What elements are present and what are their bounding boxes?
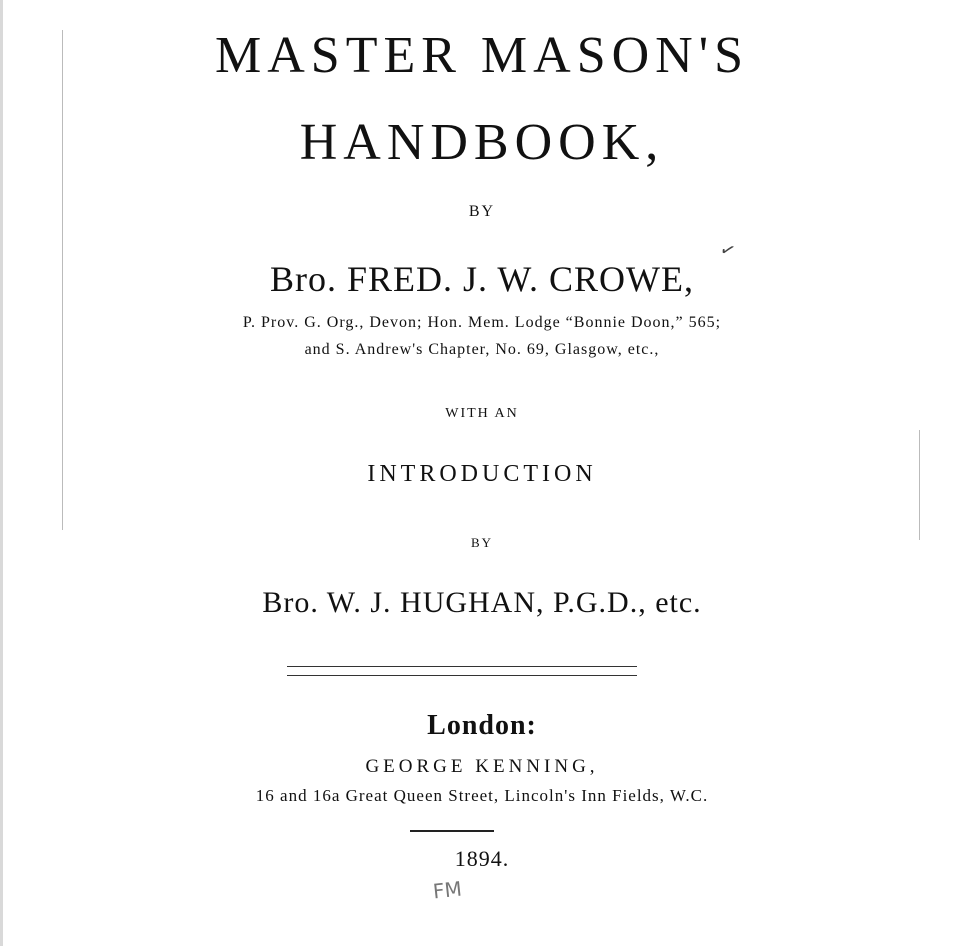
author-name: Bro. FRED. J. W. CROWE, — [269, 259, 695, 299]
by-label: BY — [468, 203, 496, 220]
imprint-city: London: — [427, 710, 537, 741]
author-credentials-2: and S. Andrew's Chapter, No. 69, Glasgow, etc., — [304, 341, 660, 358]
double-rule-divider — [287, 666, 637, 676]
title-line-1: MASTER MASON'S — [214, 27, 750, 84]
handwritten-note: FM — [431, 876, 463, 904]
by-label-2: BY — [470, 535, 494, 550]
introducer-name: Bro. W. J. HUGHAN, P.G.D., etc. — [262, 586, 702, 619]
pencil-tick-icon: ✓ — [716, 238, 739, 263]
author-credentials-1: P. Prov. G. Org., Devon; Hon. Mem. Lodge “Bonnie Doon,” 565; — [242, 314, 722, 331]
imprint-publisher: GEORGE KENNING, — [365, 756, 599, 777]
title-line-2: HANDBOOK, — [299, 114, 665, 171]
imprint-address: 16 and 16a Great Queen Street, Lincoln's Inn Fields, W.C. — [255, 786, 709, 805]
with-label: WITH AN — [445, 406, 519, 421]
imprint-year: 1894. — [454, 846, 510, 871]
single-rule-divider — [410, 830, 494, 832]
introduction-label: INTRODUCTION — [367, 461, 597, 487]
